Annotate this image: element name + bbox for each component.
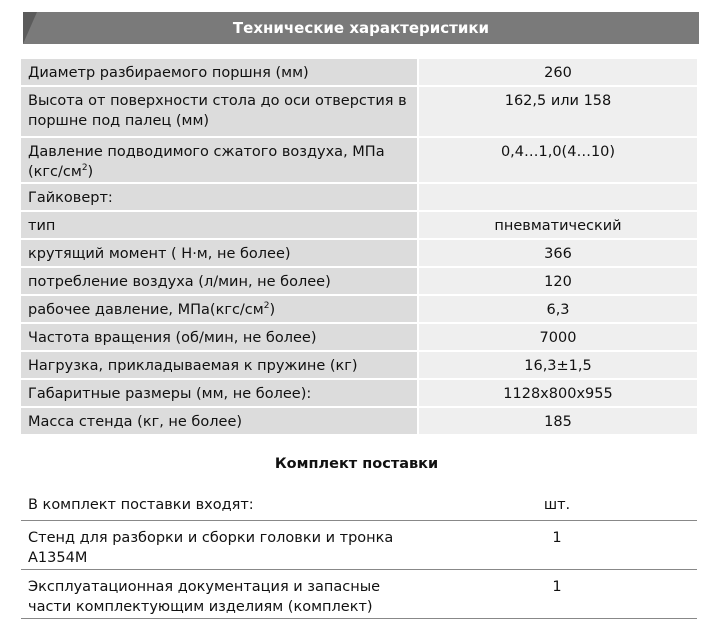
- spec-value-text: 1128x800x955: [503, 386, 613, 402]
- kit-row: [21, 569, 697, 618]
- spec-value: [417, 352, 697, 380]
- section-title: Технические характеристики: [232, 19, 490, 37]
- spec-value-text: 185: [544, 414, 572, 430]
- spec-param: [21, 184, 417, 212]
- kit-title: Комплект поставки: [274, 456, 439, 472]
- spec-param-text: тип: [28, 218, 56, 234]
- spec-value-text: 16,3±1,5: [524, 358, 592, 374]
- specs-table: [21, 59, 697, 436]
- spec-param: [21, 212, 417, 240]
- spec-value: [417, 184, 697, 212]
- spec-param-text: Частота вращения (об/мин, не более): [28, 330, 317, 346]
- spec-param-text: Гайковерт:: [28, 190, 113, 206]
- spec-param-text: Высота от поверхности стола до оси отверстия в поршне под палец (мм): [28, 93, 407, 129]
- spec-row: [21, 408, 697, 436]
- spec-value: [417, 138, 697, 184]
- spec-value-text: 7000: [539, 330, 577, 346]
- spec-param: [21, 268, 417, 296]
- spec-param-text: рабочее давление, $МПа(кгс/см^2)$: [28, 301, 276, 318]
- spec-param-text: Нагрузка, прикладываемая к пружине (кг): [28, 358, 358, 374]
- spec-param-text: Габаритные размеры (мм, не более):: [28, 386, 312, 402]
- spec-row: [21, 87, 697, 138]
- spec-param: [21, 352, 417, 380]
- spec-value-text: 0,4…1,0(4…10): [500, 144, 616, 160]
- spec-row: [21, 240, 697, 268]
- kit-item-text: В комплект поставки входят:: [28, 497, 254, 513]
- spec-row: [21, 184, 697, 212]
- spec-row: [21, 296, 697, 324]
- spec-param-text: Масса стенда (кг, не более): [28, 414, 243, 430]
- spec-value: [417, 380, 697, 408]
- spec-param: [21, 296, 417, 324]
- spec-row: [21, 138, 697, 184]
- spec-param: [21, 408, 417, 436]
- spec-value: [417, 324, 697, 352]
- spec-value: [417, 212, 697, 240]
- spec-value: [417, 408, 697, 436]
- kit-row: [21, 520, 697, 569]
- spec-value-text: [426, 184, 690, 188]
- spec-row: [21, 380, 697, 408]
- spec-row: [21, 268, 697, 296]
- spec-value: [417, 240, 697, 268]
- spec-value-text: 162,5 или 158: [504, 93, 612, 109]
- kit-quantity: [417, 520, 697, 569]
- spec-param-text: Диаметр разбираемого поршня (мм): [28, 65, 309, 81]
- spec-param-text: потребление воздуха (л/мин, не более): [28, 274, 331, 290]
- spec-param: [21, 380, 417, 408]
- kit-item-text: Эксплуатационная документация и запасные части комплектующим изделиям (комплект): [28, 578, 381, 615]
- spec-param-text: Давление подводимого сжатого воздуха, МПа $(кгс/см^2)$: [28, 144, 385, 180]
- spec-value-text: 366: [544, 246, 572, 262]
- kit-quantity-text: шт.: [543, 497, 571, 513]
- spec-param: [21, 138, 417, 184]
- spec-value-text: 6,3: [546, 302, 570, 318]
- spec-param-text: крутящий момент ( Н·м, не более): [28, 246, 291, 262]
- kit-quantity: [417, 569, 697, 618]
- spec-row: [21, 324, 697, 352]
- kit-quantity: [417, 488, 697, 520]
- section-banner: [23, 12, 699, 44]
- spec-value-text: 260: [544, 65, 572, 81]
- spec-param: [21, 59, 417, 87]
- kit-item: [21, 520, 417, 569]
- spec-value-text: пневматический: [494, 218, 622, 234]
- spec-value: [417, 268, 697, 296]
- kit-item: [21, 488, 417, 520]
- spec-param: [21, 87, 417, 138]
- spec-row: [21, 212, 697, 240]
- spec-value: [417, 296, 697, 324]
- spec-value: [417, 59, 697, 87]
- kit-quantity-text: 1: [552, 578, 562, 595]
- spec-value: [417, 87, 697, 138]
- kit-row: [21, 488, 697, 520]
- spec-param: [21, 324, 417, 352]
- kit-item-text: Стенд для разборки и сборки головки и тронка А1354М: [28, 529, 394, 566]
- spec-row: [21, 352, 697, 380]
- kit-table: [21, 488, 697, 619]
- spec-param: [21, 240, 417, 268]
- kit-item: [21, 569, 417, 618]
- kit-quantity-text: 1: [552, 529, 562, 546]
- spec-row: [21, 59, 697, 87]
- spec-value-text: 120: [544, 274, 572, 290]
